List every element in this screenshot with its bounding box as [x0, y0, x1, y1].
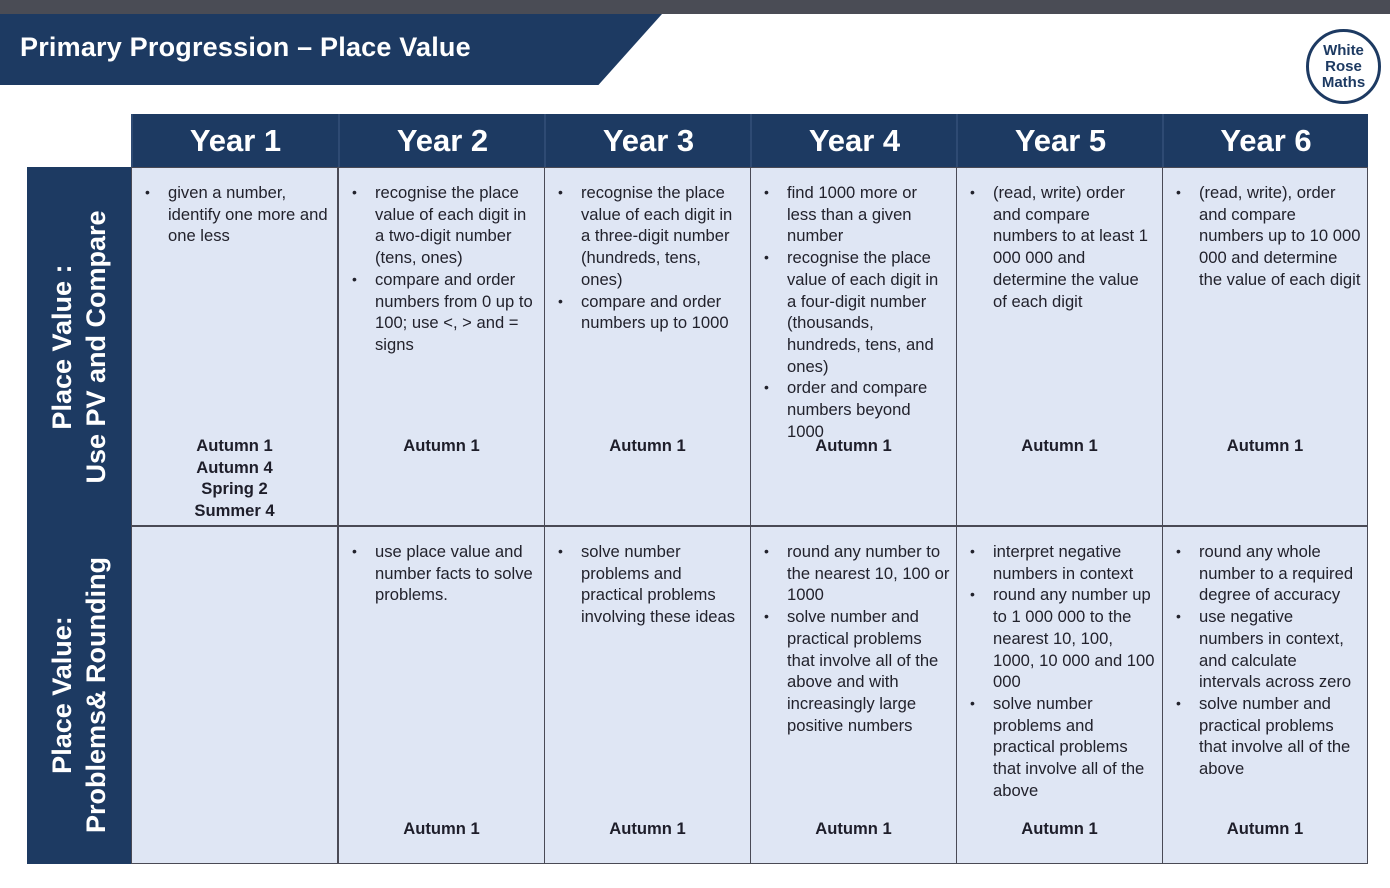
column-header-year-2: Year 2	[338, 114, 545, 167]
objective-item: • solve number and practical problems that involve all of the above and with increasingly large positive numbers	[764, 606, 950, 736]
logo-line-3: Maths	[1321, 73, 1366, 91]
objective-list	[545, 168, 750, 334]
term-list	[132, 435, 337, 522]
objective-list	[751, 168, 956, 442]
column-header-year-4: Year 4	[750, 114, 957, 167]
objective-item: • (read, write) order and compare numbers to at least 1 000 000 and determine the value of each digit	[970, 182, 1156, 312]
term-label: Autumn 1	[1021, 436, 1098, 455]
table-cell	[131, 167, 338, 526]
term-label: Autumn 1	[609, 819, 686, 838]
term-list	[339, 818, 544, 840]
objective-item: • (read, write), order and compare numbers up to 10 000 000 and determine the value of each digit	[1176, 182, 1361, 291]
objective-list	[339, 527, 544, 606]
table-cell	[338, 526, 545, 864]
objective-list	[957, 527, 1162, 801]
term-list	[751, 818, 956, 840]
objective-item: • recognise the place value of each digit in a three-digit number (hundreds, tens, ones)	[558, 182, 744, 291]
row-header-label	[45, 210, 113, 483]
term-list	[339, 435, 544, 457]
column-header-year-3: Year 3	[544, 114, 751, 167]
objective-item: • round any whole number to a required degree of accuracy	[1176, 541, 1361, 606]
table-cell	[956, 526, 1163, 864]
term-label: Autumn 1	[1021, 819, 1098, 838]
objective-item: • use negative numbers in context, and calculate intervals across zero	[1176, 606, 1361, 693]
column-header-year-5: Year 5	[956, 114, 1163, 167]
objective-item: • given a number, identify one more and one less	[145, 182, 331, 247]
term-label: Autumn 1	[403, 819, 480, 838]
objective-list	[957, 168, 1162, 312]
table-cell	[1162, 526, 1368, 864]
objective-item: • solve number problems and practical problems involving these ideas	[558, 541, 744, 628]
objective-list	[751, 527, 956, 736]
objective-item: • round any number up to 1 000 000 to the nearest 10, 100, 1000, 10 000 and 100 000	[970, 584, 1156, 693]
objective-item: • interpret negative numbers in context	[970, 541, 1156, 584]
white-rose-maths-logo	[1306, 29, 1381, 104]
term-label: Autumn 1	[196, 436, 273, 455]
objective-item: • find 1000 more or less than a given number	[764, 182, 950, 247]
objective-list	[1163, 168, 1367, 291]
logo-line-1: White	[1323, 41, 1364, 59]
table-cell	[956, 167, 1163, 526]
row-header-label	[45, 557, 113, 833]
term-label: Autumn 4	[196, 457, 273, 477]
term-list	[545, 818, 750, 840]
page-title: Primary Progression – Place Value	[20, 32, 471, 62]
term-list	[545, 435, 750, 457]
objective-item: • solve number problems and practical problems that involve all of the above	[970, 693, 1156, 802]
logo-line-2: Rose	[1325, 57, 1362, 75]
term-label: Summer 4	[194, 501, 275, 521]
row-header-1	[27, 167, 131, 526]
column-header-year-1: Year 1	[131, 114, 338, 167]
term-label: Autumn 1	[1226, 819, 1304, 838]
term-list	[1163, 435, 1367, 457]
table-cell	[1162, 167, 1368, 526]
table-cell	[750, 526, 957, 864]
objective-list	[1163, 527, 1367, 780]
objective-list	[132, 168, 337, 247]
objective-item: • recognise the place value of each digit in a four-digit number (thousands, hundreds, tens, and ones)	[764, 247, 950, 377]
table-cell	[131, 526, 338, 864]
objective-item: • recognise the place value of each digit in a two-digit number (tens, ones)	[352, 182, 538, 269]
column-header-year-6: Year 6	[1162, 114, 1368, 167]
term-label: Autumn 1	[815, 436, 892, 455]
table-cell	[338, 167, 545, 526]
objective-item: • order and compare numbers beyond 1000	[764, 377, 950, 442]
table-cell	[544, 526, 751, 864]
objective-item: • round any number to the nearest 10, 100 or 1000	[764, 541, 950, 606]
term-label: Autumn 1	[815, 819, 892, 838]
term-label: Autumn 1	[609, 436, 686, 455]
term-list	[957, 818, 1162, 840]
objective-item: • use place value and number facts to solve problems.	[352, 541, 538, 606]
objective-item: • solve number and practical problems that involve all of the above	[1176, 693, 1361, 780]
objective-list	[339, 168, 544, 356]
table-cell	[544, 167, 751, 526]
term-list	[957, 435, 1162, 457]
row-header-2	[27, 526, 131, 864]
table-cell	[750, 167, 957, 526]
term-label: Spring 2	[201, 479, 268, 499]
term-list	[751, 435, 956, 457]
objective-item: • compare and order numbers up to 1000	[558, 291, 744, 334]
row-header-line-1: Place Value :	[47, 263, 77, 430]
row-header-line-1: Place Value:	[47, 616, 77, 774]
row-header-line-2: Use PV and Compare	[81, 209, 111, 484]
term-label: Autumn 1	[1226, 436, 1304, 455]
row-header-line-2: Problems& Rounding	[81, 557, 111, 833]
term-label: Autumn 1	[403, 436, 480, 455]
objective-list	[545, 527, 750, 628]
term-list	[1163, 818, 1367, 840]
top-strip	[0, 0, 1390, 14]
objective-item: • compare and order numbers from 0 up to 100; use <, > and = signs	[352, 269, 538, 356]
